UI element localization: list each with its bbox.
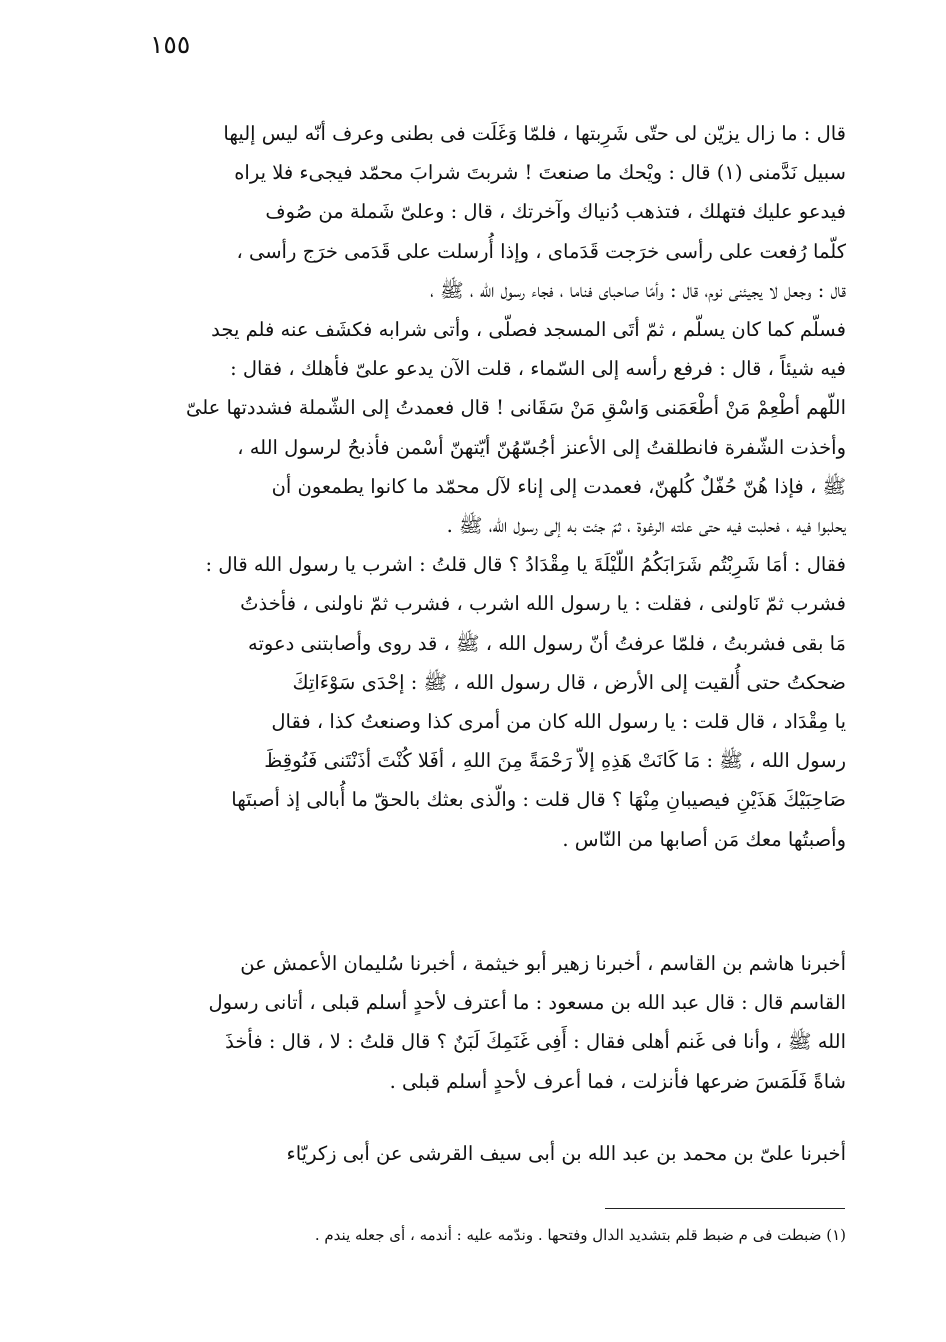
text-line: يا مِقْدَاد ، قال قلت : يا رسول الله كان من أمرى كذا وصنعتُ كذا ، فقال <box>271 710 846 734</box>
second-paragraph <box>100 944 846 1101</box>
text-line: يحلبوا فيه ، فحلبت فيه حتى علته الرغوة ، ثمّ جئت به إلى رسول الله، ﷺ . <box>446 514 846 538</box>
third-paragraph <box>100 1134 846 1173</box>
text-line: كلّما رُفعت على رأسى خرَجت قَدَماى ، وإذا أُرسلت على قَدَمى خرَج رأسى ، <box>236 239 846 263</box>
text-line: سبيل نَدَّمنى (١) قال : ويْحك ما صنعتَ ! شربتَ شرابَ محمّد فيجىء فلا يراه <box>234 161 846 185</box>
text-line: ضحكتُ حتى أُلقيت إلى الأرض ، قال رسول الله ، ﷺ : إحْدَى سَوْءَاتِكَ <box>292 670 846 694</box>
text-line: أخبرنا علىّ بن محمد بن عبد الله بن أبى سيف القرشى عن أبى زكريّاء <box>286 1142 846 1165</box>
text-line: فشرب ثمّ نَاولنى ، فقلت : يا رسول الله اشرب ، فشرب ثمّ ناولنى ، فأخذتُ <box>240 592 846 616</box>
text-line: مَا بقى فشربتُ ، فلمّا عرفتُ أنّ رسول الله ، ﷺ ، قد روى وأصابتنى دعوته <box>248 631 846 655</box>
text-line: اللّهم أطْعِمْ مَنْ أطْعَمَنى وَاسْقِ مَنْ سَقَانى ! قال فعمدتُ إلى الشّملة فشددتها علىّ <box>185 396 846 420</box>
text-line: فقال : أمَا شَرِبْتُم شَرَابَكُمُ اللّيْلَةَ يا مِقْدَادُ ؟ قال قلتُ : اشرب يا رسول الله قال : <box>205 553 846 577</box>
footnote: (١) ضبطت فى م ضبط قلم بتشديد الدال وفتحها . وندّمه عليه : أندمه ، أى جعله يندم . <box>314 1226 846 1244</box>
text-line: وأخذت الشّفرة فانطلقتُ إلى الأعنز أجُسّهُنّ أيّتهنّ أسْمن فأذبحُ لرسول الله ، <box>237 435 846 459</box>
page-number: ١٥٥ <box>150 30 191 59</box>
text-line: شاةً فَلَمَسَ ضرعها فأنزلت ، فما أعرف لأحدٍ أسلم قبلى . <box>389 1069 846 1093</box>
text-line: قال : وجعل لا يجيئنى نوم، قال : وأمّا صاحباى فناما ، فجاء رسول الله ، ﷺ ، <box>430 278 846 302</box>
text-line: وأصبتُها معك مَن أصابها من النّاس . <box>562 827 846 851</box>
text-line: فيه شيئاً ، قال : فرفع رأسه إلى السّماء ، قلت الآن يدعو علىّ فأهلك ، فقال : <box>230 357 846 381</box>
text-line: فيدعو عليك فتهلك ، فتذهب دُنياك وآخرتك ، قال : وعلىّ شَملة من صُوف <box>265 200 846 224</box>
text-line: القاسم قال : قال عبد الله بن مسعود : ما أعترف لأحدٍ أسلم قبلى ، أتانى رسول <box>208 991 846 1015</box>
text-line: الله ﷺ ، وأنا فى غَنم أهلى فقال : أَفِى غَنَمِكَ لَبَنٌ ؟ قال قلتُ : لا ، قال : فأخذَ <box>225 1030 846 1054</box>
main-paragraph <box>100 114 846 859</box>
text-line: ﷺ ، فإذا هُنّ حُفّلٌ كُلهنّ، فعمدت إلى إناء لآل محمّد ما كانوا يطمعون أن <box>271 474 846 498</box>
text-line: فسلّم كما كان يسلّم ، ثمّ أتَى المسجد فصلّى ، وأتى شرابه فكشَف عنه فلم يجد <box>211 318 846 342</box>
text-line: قال : ما زال يزيّن لى حتّى شَرِبتها ، فلمّا وَغَلَت فى بطنى وعرف أنّه ليس إليها <box>223 122 846 145</box>
text-line: صَاحِبَيْكَ هَذَيْنِ فيصيبانِ مِنْهَا ؟ قال قلت : والّذى بعثك بالحقّ ما أُبالى إذ أصبتَها <box>231 788 846 812</box>
footnote-divider <box>605 1208 845 1209</box>
text-line: أخبرنا هاشم بن القاسم ، أخبرنا زهير أبو خيثمة ، أخبرنا سُليمان الأعمش عن <box>240 952 846 975</box>
text-line: رسول الله ، ﷺ : مَا كَانَتْ هَذِهِ إلاّ رَحْمَةً مِنَ اللهِ ، أفَلا كُنْتَ أذَنْتَنى فَنُوقِظَ <box>264 749 846 773</box>
